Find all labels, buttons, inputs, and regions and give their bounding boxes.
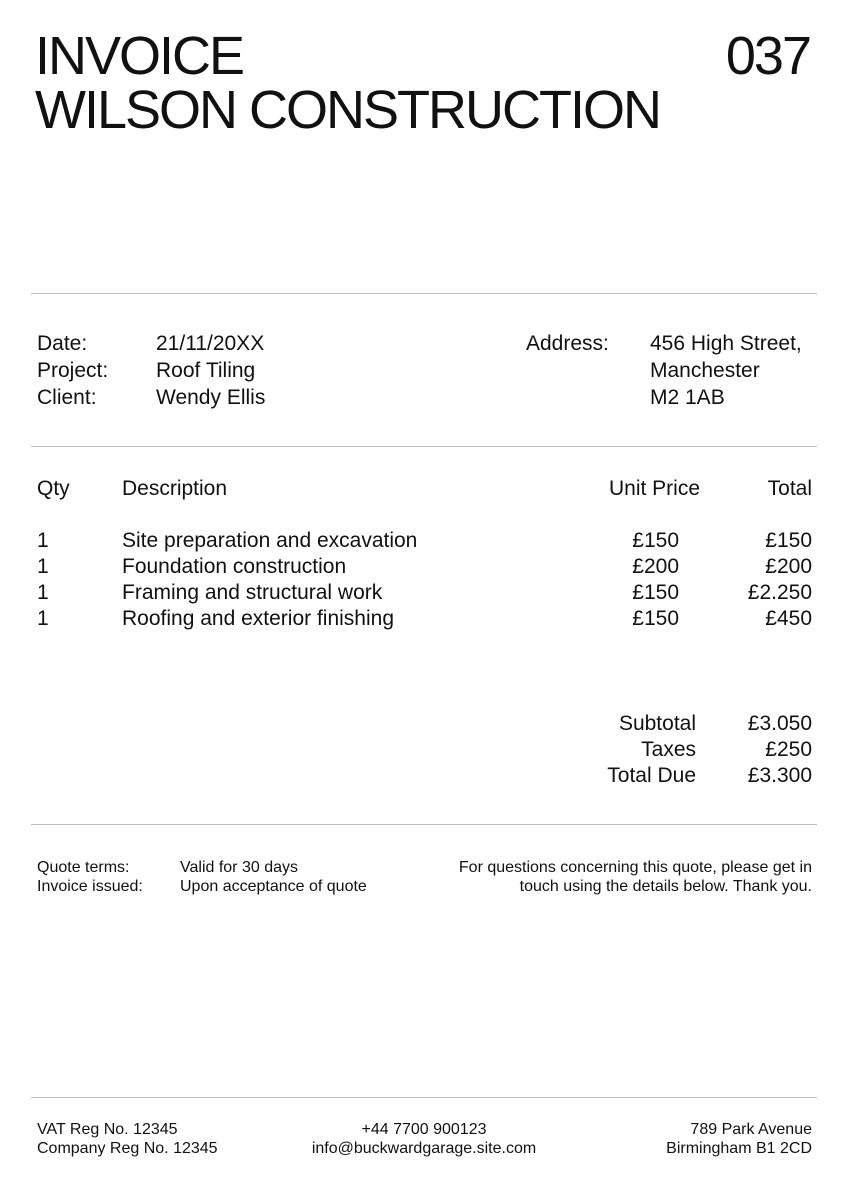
subtotal-value: £3.050 xyxy=(747,712,812,735)
taxes-label: Taxes xyxy=(641,738,696,761)
divider xyxy=(31,446,817,447)
quote-terms-value: Valid for 30 days xyxy=(180,859,298,876)
total-header: Total xyxy=(767,477,812,500)
row-unit-price: £150 xyxy=(632,581,679,604)
address-line: 456 High Street, xyxy=(650,332,802,355)
invoice-title: INVOICE xyxy=(35,26,244,86)
contact-note-line: For questions concerning this quote, please get in xyxy=(458,859,812,876)
row-description: Site preparation and excavation xyxy=(122,529,418,552)
invoice-issued-label: Invoice issued: xyxy=(37,878,143,895)
unit-price-header: Unit Price xyxy=(608,477,700,500)
date-value: 21/11/20XX xyxy=(156,332,265,355)
address-line: Manchester xyxy=(650,359,760,382)
row-total: £200 xyxy=(765,555,812,578)
row-qty: 1 xyxy=(37,607,49,630)
qty-header: Qty xyxy=(37,477,70,500)
divider xyxy=(31,1097,817,1098)
total-due-value: £3.300 xyxy=(747,764,812,787)
contact-note-line: touch using the details below. Thank you. xyxy=(519,878,812,895)
taxes-value: £250 xyxy=(765,738,812,761)
invoice-issued-value: Upon acceptance of quote xyxy=(180,878,367,895)
client-value: Wendy Ellis xyxy=(156,386,266,409)
project-value: Roof Tiling xyxy=(156,359,256,382)
row-qty: 1 xyxy=(37,555,49,578)
row-description: Foundation construction xyxy=(122,555,347,578)
address-line: M2 1AB xyxy=(650,386,725,409)
subtotal-label: Subtotal xyxy=(618,712,696,735)
row-unit-price: £200 xyxy=(632,555,679,578)
row-qty: 1 xyxy=(37,581,49,604)
description-header: Description xyxy=(122,477,228,500)
date-label: Date: xyxy=(37,332,88,355)
footer-address-line: 789 Park Avenue xyxy=(690,1121,812,1138)
divider xyxy=(31,293,817,294)
company-reg: Company Reg No. 12345 xyxy=(37,1140,218,1157)
row-description: Roofing and exterior finishing xyxy=(122,607,394,630)
row-description: Framing and structural work xyxy=(122,581,383,604)
footer-phone: +44 7700 900123 xyxy=(361,1121,487,1138)
total-due-label: Total Due xyxy=(607,764,696,787)
row-qty: 1 xyxy=(37,529,49,552)
client-label: Client: xyxy=(37,386,97,409)
invoice-number: 037 xyxy=(725,26,810,86)
footer-address-line: Birmingham B1 2CD xyxy=(666,1140,812,1157)
row-unit-price: £150 xyxy=(632,529,679,552)
row-total: £150 xyxy=(765,529,812,552)
row-total: £450 xyxy=(765,607,812,630)
address-label: Address: xyxy=(526,332,609,355)
footer-email: info@buckwardgarage.site.com xyxy=(311,1140,537,1157)
row-unit-price: £150 xyxy=(632,607,679,630)
company-name: WILSON CONSTRUCTION xyxy=(35,80,661,140)
quote-terms-label: Quote terms: xyxy=(37,859,130,876)
vat-reg: VAT Reg No. 12345 xyxy=(37,1121,178,1138)
row-total: £2.250 xyxy=(747,581,812,604)
project-label: Project: xyxy=(37,359,109,382)
divider xyxy=(31,824,817,825)
